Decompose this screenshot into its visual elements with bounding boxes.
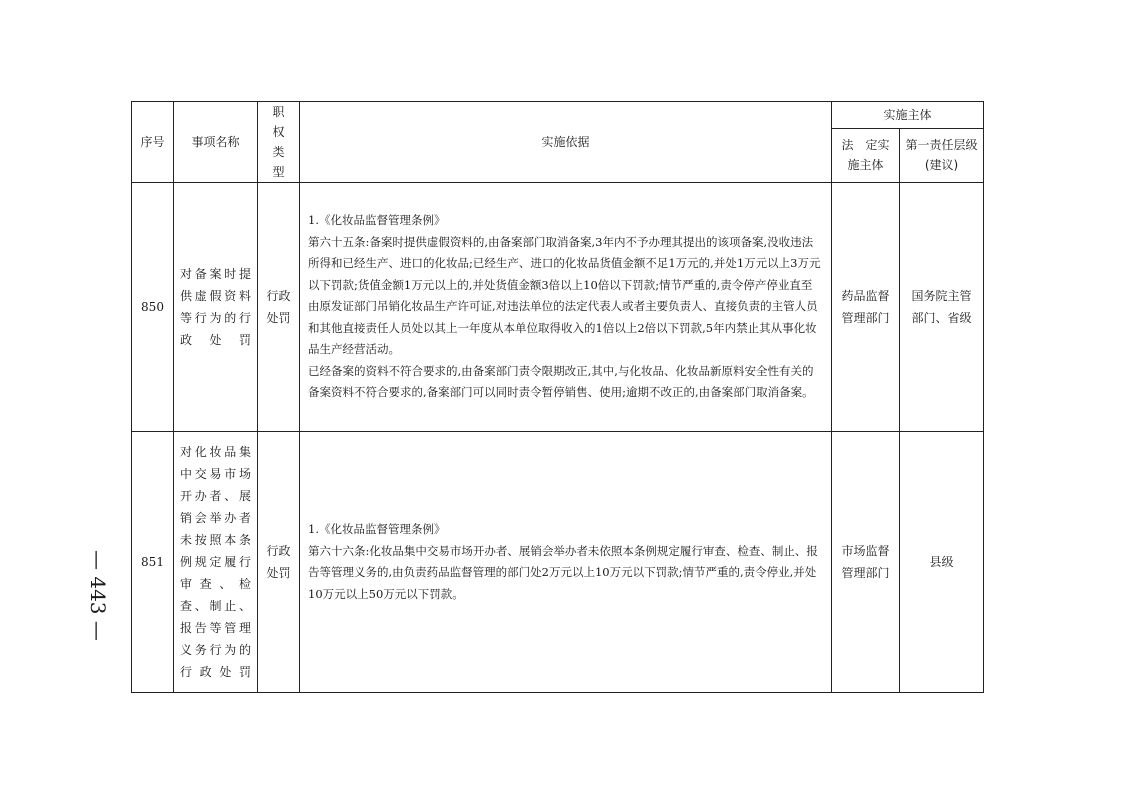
- row-item-name: 对备案时提供虚假资料等行为的行政处罚: [174, 183, 258, 432]
- header-legal-subject: 法 定实施主体: [832, 128, 900, 182]
- header-seq: 序号: [132, 102, 174, 183]
- row-seq: 851: [132, 432, 174, 693]
- table-row: [132, 432, 984, 693]
- basis-paragraph: 第六十六条:化妆品集中交易市场开办者、展销会举办者未依照本条例规定履行审查、检查、制止、报告等管理义务的,由负责药品监督管理的部门处2万元以上10万元以下罚款;情节严重的,责令停业,并处10万元以上50万元以下罚款。: [308, 543, 818, 601]
- header-name: 事项名称: [174, 102, 258, 183]
- header-basis: 实施依据: [300, 102, 832, 183]
- row-power-type: 行政处罚: [258, 432, 300, 693]
- row-basis: [300, 183, 832, 432]
- table-row: [132, 183, 984, 432]
- enforcement-table: [131, 101, 984, 693]
- header-type: 职权类型: [258, 102, 300, 183]
- row-power-type: 行政处罚: [258, 183, 300, 432]
- basis-paragraph: 第六十五条:备案时提供虚假资料的,由备案部门取消备案,3年内不予办理其提出的该项备案,没收违法所得和已经生产、进口的化妆品;已经生产、进口的化妆品货值金额不足1万元的,并处1万元以上3万元以下罚款;货值金额1万元以上的,并处货值金额3倍以上10倍以下罚款;情节严重的,责令停产停业直至由原发证部门吊销化妆品生产许可证,对违法单位的法定代表人或者主要负责人、直接负责的主管人员和其他直接责任人员处以其上一年度从本单位取得收入的1倍以上2倍以下罚款,5年内禁止其从事化妆品生产经营活动。: [308, 234, 821, 357]
- header-subject: 实施主体: [832, 102, 984, 129]
- row-first-level: 国务院主管部门、省级: [900, 183, 984, 432]
- basis-paragraph: 1.《化妆品监督管理条例》: [308, 522, 446, 536]
- row-basis: [300, 432, 832, 693]
- basis-paragraph: 1.《化妆品监督管理条例》: [308, 213, 446, 228]
- row-seq: 850: [132, 183, 174, 432]
- row-item-name: 对化妆品集中交易市场开办者、展销会举办者未按照本条例规定履行审查、检查、制止、报告等管理义务行为的行政处罚: [174, 432, 258, 693]
- basis-paragraph: 已经备案的资料不符合要求的,由备案部门责令限期改正,其中,与化妆品、化妆品新原料安全性有关的备案资料不符合要求的,备案部门可以同时责令暂停销售、使用;逾期不改正的,由备案部门取消备案。: [308, 363, 814, 400]
- row-legal-subject: 药品监督管理部门: [832, 183, 900, 432]
- header-first-level: 第一责任层级(建议): [900, 128, 984, 182]
- row-legal-subject: 市场监督管理部门: [832, 432, 900, 693]
- page-number: — 443 —: [86, 550, 110, 641]
- row-first-level: 县级: [900, 432, 984, 693]
